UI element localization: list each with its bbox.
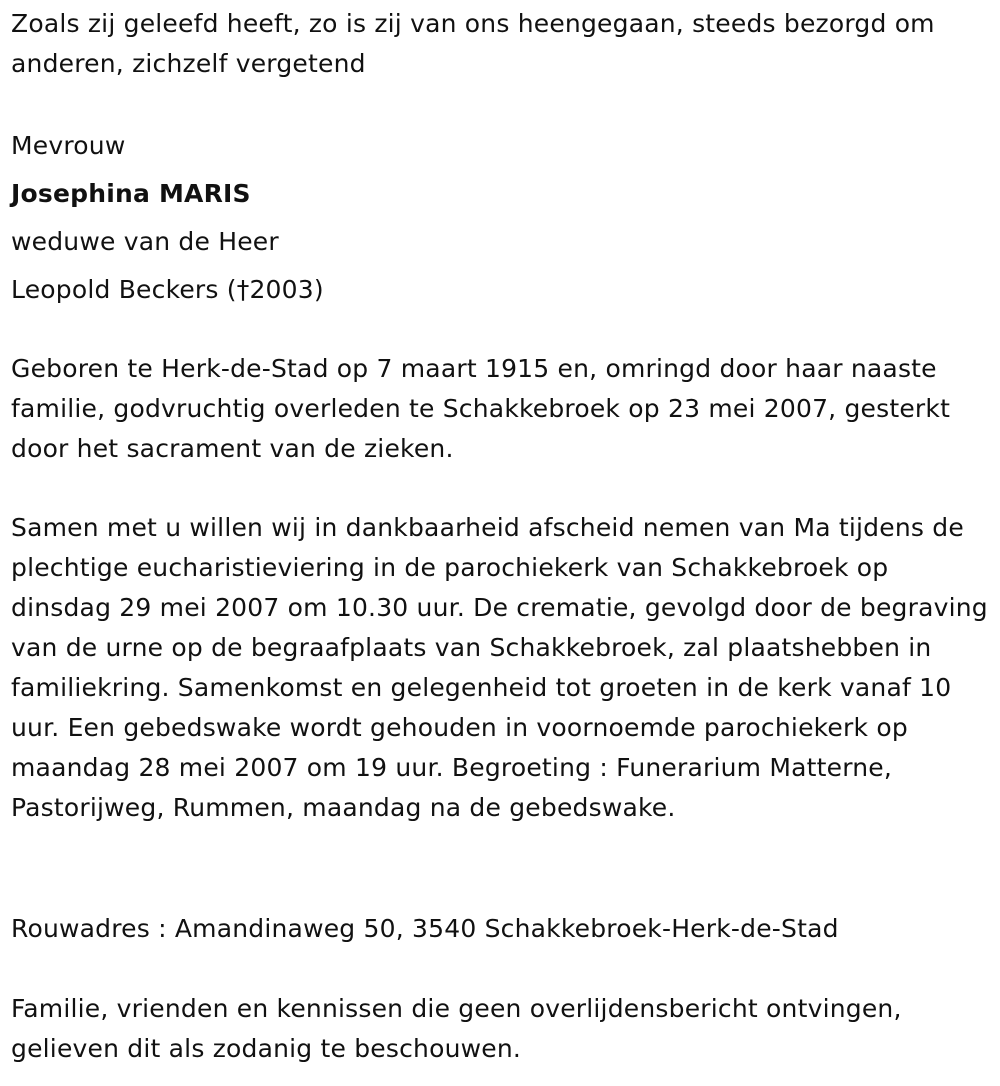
intro-quote: Zoals zij geleefd heeft, zo is zij van ons heengegaan, steeds bezorgd om anderen, zichzelf vergetend — [11, 9, 935, 78]
deceased-name: Josephina MARIS — [11, 179, 251, 208]
closing-note-block — [11, 989, 996, 1069]
intro-quote-block — [11, 4, 996, 84]
deceased-info-block — [11, 122, 996, 314]
spouse-name: Leopold Beckers (†2003) — [11, 275, 324, 304]
honorific: Mevrouw — [11, 131, 126, 160]
address-block — [11, 909, 996, 949]
service-block — [11, 508, 996, 828]
birth-death-block — [11, 349, 996, 469]
mourning-address: Rouwadres : Amandinaweg 50, 3540 Schakkebroek-Herk-de-Stad — [11, 914, 839, 943]
birth-death-text: Geboren te Herk-de-Stad op 7 maart 1915 en, omringd door haar naaste familie, godvruchtig overleden te Schakkebroek op 23 mei 2007, gesterkt door het sacrament van de zieken. — [11, 354, 951, 463]
relation-text: weduwe van de Heer — [11, 227, 279, 256]
service-text: Samen met u willen wij in dankbaarheid afscheid nemen van Ma tijdens de plechtige eucharistieviering in de parochiekerk van Schakkebroek op dinsdag 29 mei 2007 om 10.30 uur. De crematie, gevolgd door de begraving van de urne op de begraafplaats van Schakkebroek, zal plaatshebben in familiekring. Samenkomst en gelegenheid tot groeten in de kerk vanaf 10 uur. Een gebedswake wordt gehouden in voornoemde parochiekerk op maandag 28 mei 2007 om 19 uur. Begroeting : Funerarium Matterne, Pastorijweg, Rummen, maandag na de gebedswake. — [11, 513, 988, 822]
closing-note: Familie, vrienden en kennissen die geen overlijdensbericht ontvingen, gelieven dit als zodanig te beschouwen. — [11, 994, 902, 1063]
